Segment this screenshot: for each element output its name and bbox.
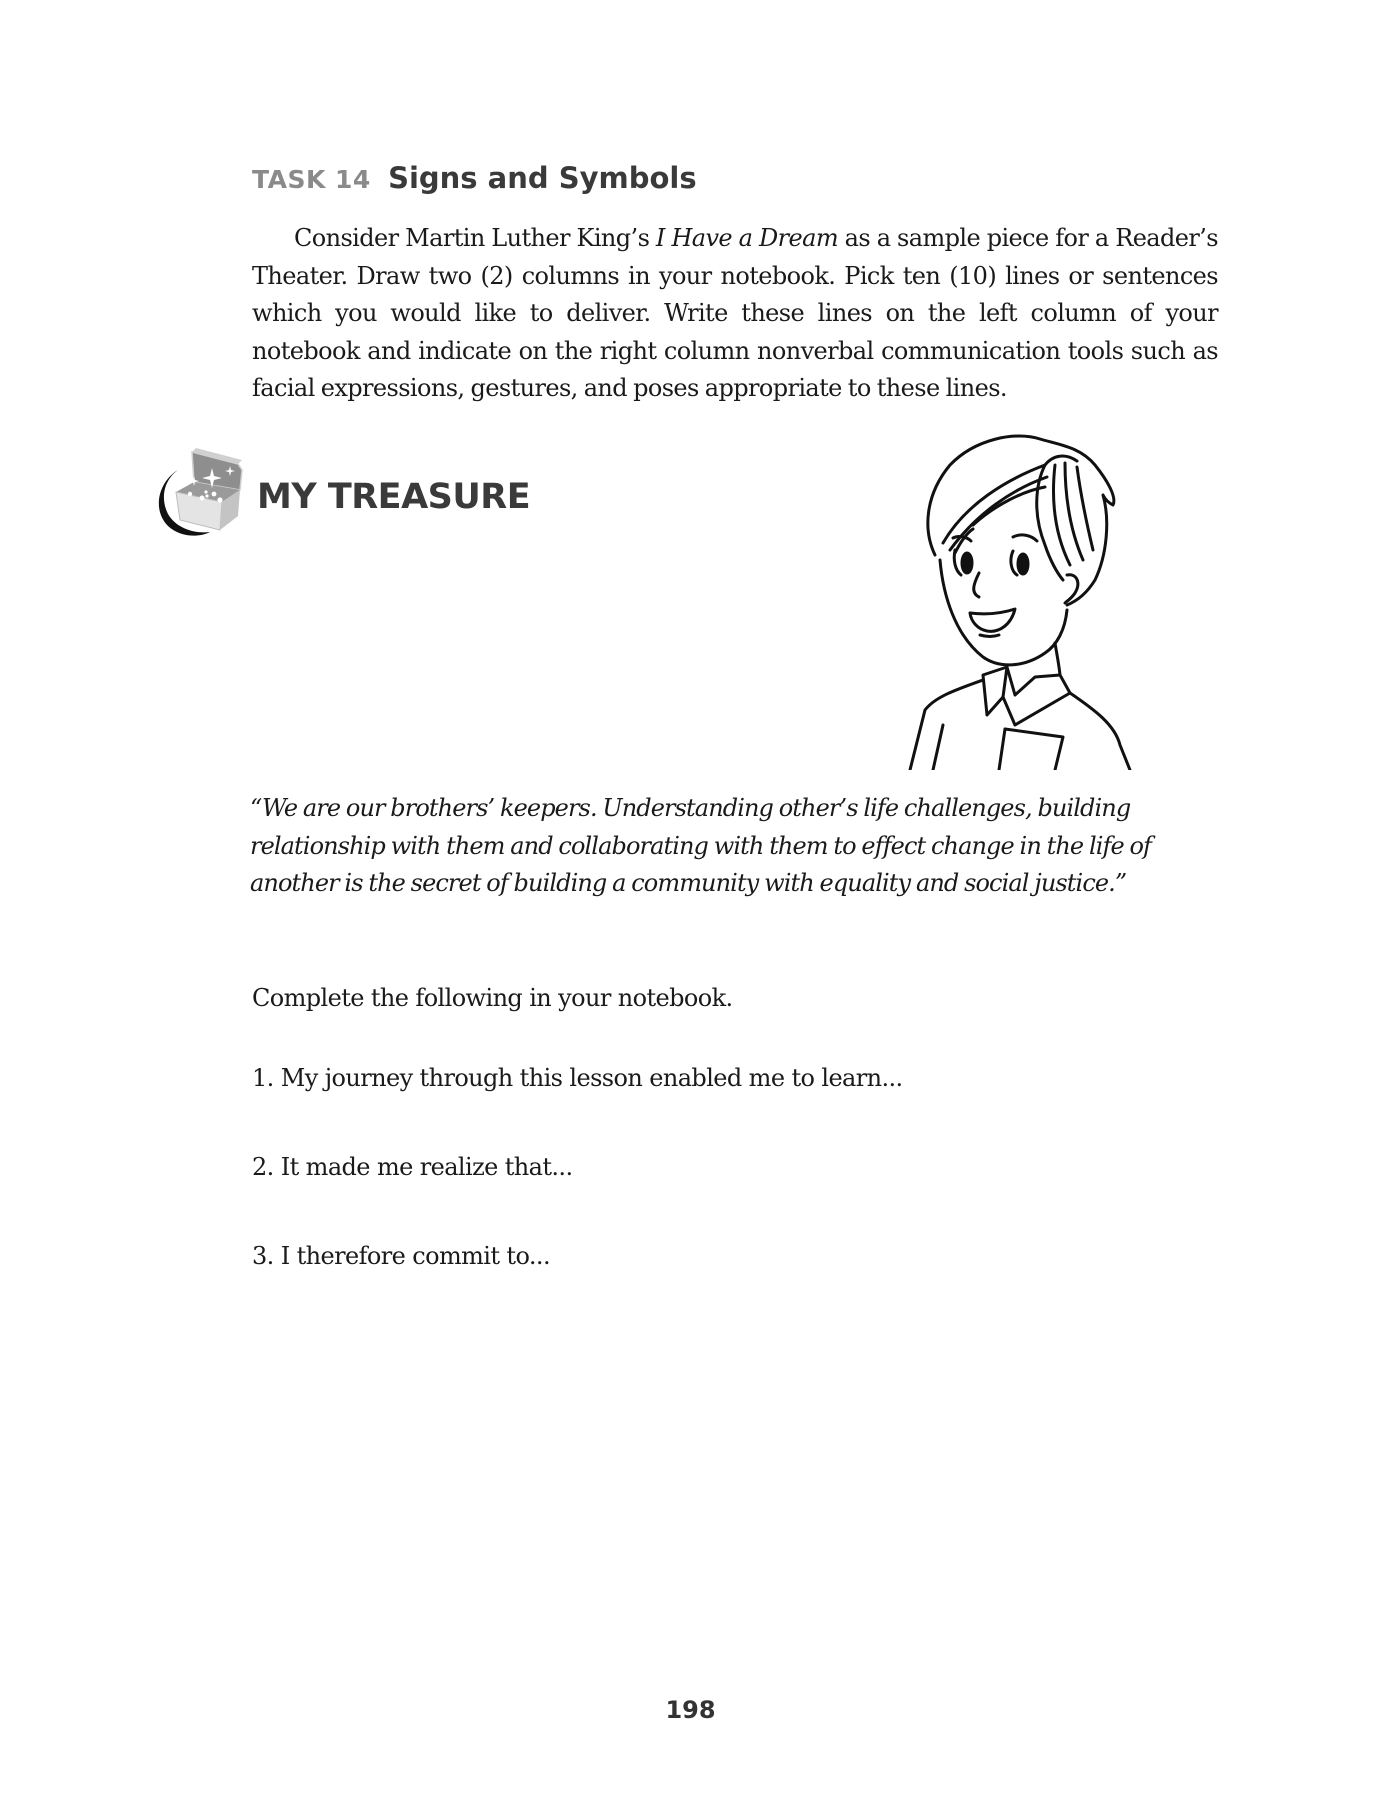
treasure-chest-icon	[150, 440, 250, 540]
intro-text-end: as a sample piece for a Reader’s Theater. Draw two (2) columns in your notebook. Pick ten (10) lines or sentences which you would like to deliver. Write these lines on the left column of your notebook and indicate on the right column nonverbal communication tools such as facial expressions, gestures, and poses appropriate to these lines.	[252, 224, 1218, 402]
task-heading	[252, 158, 697, 200]
task-label: TASK 14	[252, 165, 371, 194]
reflection-quote: “We are our brothers’ keepers. Understanding other’s life challenges, building relationship with them and collaborating with them to effect change in the life of another is the secret of building a community with equality and social justice.”	[250, 794, 1152, 897]
reflection-prompt: 3. I therefore commit to...	[252, 1242, 550, 1270]
task-title: Signs and Symbols	[388, 161, 697, 195]
reflection-prompt: 1. My journey through this lesson enabled me to learn...	[252, 1064, 903, 1092]
intro-text-start: Consider Martin Luther King’s	[294, 224, 656, 252]
task-instructions	[252, 220, 1218, 408]
reflection-prompt: 2. It made me realize that...	[252, 1153, 573, 1181]
notebook-instruction: Complete the following in your notebook.	[252, 984, 733, 1012]
page-number: 198	[665, 1696, 716, 1724]
section-heading: MY TREASURE	[257, 477, 531, 517]
smiling-boy-illustration	[895, 425, 1140, 770]
speech-title: I Have a Dream	[655, 224, 839, 252]
